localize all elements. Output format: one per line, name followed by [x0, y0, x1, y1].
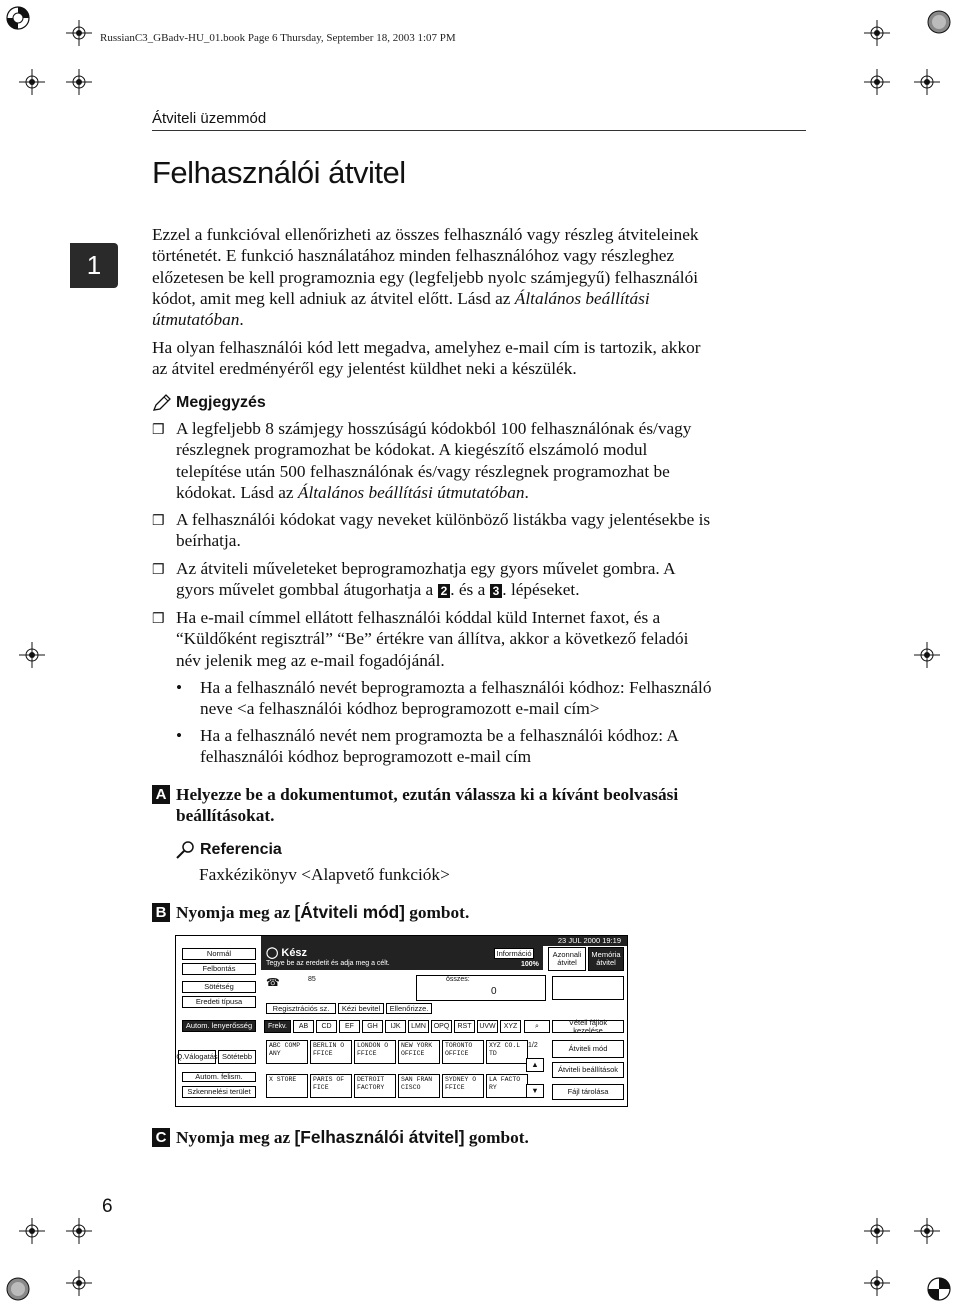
quick-dial-button[interactable]: LONDON O FFICE: [354, 1040, 396, 1064]
page-number: 6: [102, 1196, 113, 1217]
header-rule: [152, 130, 806, 131]
memory-percent: 100%: [521, 961, 539, 968]
magnifier-icon: [176, 841, 196, 859]
resolution-button[interactable]: Felbontás: [182, 963, 256, 975]
quick-dial-button[interactable]: NEW YORK OFFICE: [398, 1040, 440, 1064]
step-number-badge: 3: [490, 584, 503, 598]
crosshair-mark-icon: [914, 69, 940, 95]
tab-ijk[interactable]: IJK: [385, 1020, 406, 1033]
quick-dial-button[interactable]: LA FACTO RY: [486, 1074, 528, 1098]
checkbox-bullet-icon: ❒: [152, 612, 165, 627]
checkbox-bullet-icon: ❒: [152, 423, 165, 438]
checkbox-bullet-icon: ❒: [152, 514, 165, 529]
q-select-button[interactable]: Q.Válogatás: [178, 1050, 216, 1064]
quick-dial-button[interactable]: DETROIT FACTORY: [354, 1074, 396, 1098]
scan-area-button[interactable]: Szkennelési terület: [182, 1086, 256, 1098]
book-header-line: RussianC3_GBadv-HU_01.book Page 6 Thursday, September 18, 2003 1:07 PM: [100, 32, 456, 44]
fax-control-panel: [175, 935, 628, 1107]
crosshair-mark-icon: [864, 1218, 890, 1244]
step-1: A Helyezze be a dokumentumot, ezután válassza ki a kívánt beolvasási beállításokat.: [152, 784, 812, 827]
note-heading: Megjegyzés: [152, 394, 266, 412]
tab-gh[interactable]: GH: [362, 1020, 383, 1033]
note-item: ❒ Ha e-mail címmel ellátott felhasználói kóddal küld Internet faxot, és a “Küldőként regisztrál” “Be” értékre van állítva, akkor a következő feladói név jelenik meg az e-mail fogadójánál.: [152, 608, 689, 670]
step-number-badge: A: [152, 785, 170, 804]
chapter-tab: 1: [70, 243, 118, 288]
crosshair-mark-icon: [19, 642, 45, 668]
status-icon: ◯: [266, 947, 282, 959]
crosshair-mark-icon: [66, 20, 92, 46]
scroll-down-icon[interactable]: ▼: [526, 1084, 544, 1098]
step-number-badge: B: [152, 903, 170, 922]
crosshair-mark-icon: [914, 642, 940, 668]
status-text: ◯ Kész: [266, 947, 308, 959]
crosshair-mark-icon: [864, 20, 890, 46]
auto-reduce-button[interactable]: Autom. lenyerősség: [182, 1020, 256, 1032]
crosshair-mark-icon: [914, 1218, 940, 1244]
section-label: Átviteli üzemmód: [152, 110, 267, 127]
store-file-button[interactable]: Fájl tárolása: [552, 1084, 624, 1100]
tx-mode-button[interactable]: Átviteli mód: [552, 1040, 624, 1058]
crosshair-mark-icon: [19, 1218, 45, 1244]
status-message: Tegye be az eredetit és adja meg a célt.: [266, 960, 390, 967]
tab-rst[interactable]: RST: [454, 1020, 475, 1033]
checkbox-bullet-icon: ❒: [152, 563, 165, 578]
info-button[interactable]: Információ: [494, 948, 534, 959]
bullet-dot-icon: •: [176, 726, 183, 745]
total-value: 0: [491, 986, 497, 997]
search-icon[interactable]: ⌕: [524, 1020, 550, 1033]
destination-field[interactable]: [416, 975, 546, 1001]
tab-ef[interactable]: EF: [339, 1020, 360, 1033]
quick-dial-button[interactable]: PARIS OF FICE: [310, 1074, 352, 1098]
quick-dial-button[interactable]: SYDNEY O FFICE: [442, 1074, 484, 1098]
auto-detect-button[interactable]: Autom. felism.: [182, 1072, 256, 1082]
total-label: összes:: [446, 976, 470, 983]
crosshair-mark-icon: [864, 1270, 890, 1296]
tab-opq[interactable]: OPQ: [431, 1020, 452, 1033]
intro-paragraph: Ezzel a funkcióval ellenőrizheti az összes felhasználó vagy részleg átviteleinek történetét. E funkció használatához minden felhasználóhoz vagy részleghez előzetesen be kell programoznia egy (legfeljebb nyolc számjegyű) felhasználói kódot, amit meg kell adniuk az átvitel előtt. Lásd az Általános beállítási útmutatóban.: [152, 225, 699, 330]
density-button[interactable]: Sötétség: [182, 981, 256, 993]
dest-right-empty-button[interactable]: [552, 976, 624, 1000]
original-type-button[interactable]: Eredeti típusa: [182, 996, 256, 1008]
tab-cd[interactable]: CD: [316, 1020, 337, 1033]
quick-dial-button[interactable]: XYZ CO.L TD: [486, 1040, 528, 1064]
crosshair-mark-icon: [66, 69, 92, 95]
note-item: ❒ A legfeljebb 8 számjegy hosszúságú kódokból 100 felhasználónak és/vagy részlegnek programozhat be kódokat. A kiegészítő elszámoló modul telepítése után 500 felhasználónak és/vagy részlegnek programozhat be kódokat. Lásd az Általános beállítási útmutatóban.: [152, 419, 692, 502]
pencil-icon: [152, 394, 172, 412]
immediate-tx-button[interactable]: Azonnali átvitel: [548, 947, 586, 971]
step-number-badge: 2: [438, 584, 451, 598]
quick-dial-button[interactable]: SAN FRAN CISCO: [398, 1074, 440, 1098]
tab-uvw[interactable]: UVW: [477, 1020, 498, 1033]
registration-mark-icon: [5, 5, 31, 31]
scroll-up-icon[interactable]: ▲: [526, 1058, 544, 1072]
crosshair-mark-icon: [66, 1218, 92, 1244]
dest-count: 85: [308, 976, 316, 983]
registration-mark-icon: [926, 9, 952, 35]
quick-dial-button[interactable]: TORONTO OFFICE: [442, 1040, 484, 1064]
resolution-normal-button[interactable]: Normál: [182, 948, 256, 960]
key-label: [Felhasználói átvitel]: [294, 1127, 465, 1147]
bullet-item: • Ha a felhasználó nevét beprogramozta a felhasználói kódhoz: Felhasználó neve <a felhasználói kódhoz beprogramozott e-mail cím>: [176, 678, 712, 719]
key-label: [Átviteli mód]: [294, 902, 405, 922]
rx-file-button[interactable]: Vételi fájlok kezelése: [552, 1020, 624, 1033]
memory-tx-button[interactable]: Memória átvitel: [588, 947, 624, 971]
check-button[interactable]: Ellenőrizze.: [386, 1003, 432, 1014]
manual-entry-button[interactable]: Kézi bevitel: [338, 1003, 384, 1014]
step-2: B Nyomja meg az [Átviteli mód] gombot.: [152, 902, 812, 923]
tab-ab[interactable]: AB: [293, 1020, 314, 1033]
tab-lmn[interactable]: LMN: [408, 1020, 429, 1033]
registration-mark-icon: [5, 1276, 31, 1302]
note-item: ❒ A felhasználói kódokat vagy neveket különböző listákba vagy jelentésekbe is beírhatja.: [152, 510, 711, 551]
tab-xyz[interactable]: XYZ: [500, 1020, 521, 1033]
quick-dial-button[interactable]: BERLIN O FFICE: [310, 1040, 352, 1064]
reg-no-button[interactable]: Regisztrációs sz.: [266, 1003, 336, 1014]
tab-frequent[interactable]: Frekv.: [264, 1020, 291, 1033]
registration-mark-icon: [926, 1276, 952, 1302]
crosshair-mark-icon: [66, 1270, 92, 1296]
quick-dial-button[interactable]: X STORE: [266, 1074, 308, 1098]
page-indicator: 1/2: [528, 1042, 538, 1049]
step-3: C Nyomja meg az [Felhasználói átvitel] gombot.: [152, 1127, 812, 1148]
bullet-item: • Ha a felhasználó nevét nem programozta be a felhasználói kódhoz: A felhasználói kódhoz beprogramozott e-mail cím: [176, 726, 679, 767]
fax-icon: ☎: [266, 977, 280, 989]
stamp-button[interactable]: Sötétebb: [218, 1050, 256, 1064]
crosshair-mark-icon: [19, 69, 45, 95]
crosshair-mark-icon: [864, 69, 890, 95]
reference-text: Faxkézikönyv <Alapvető funkciók>: [199, 865, 450, 884]
quick-dial-button[interactable]: ABC COMP ANY: [266, 1040, 308, 1064]
bullet-dot-icon: •: [176, 678, 183, 697]
note-item: ❒ Az átviteli műveleteket beprogramozhatja egy gyors művelet gombra. A gyors művelet gombbal átugorhatja a 2 . és a 3 . lépéseket.: [152, 558, 812, 603]
reference-heading: Referencia: [176, 841, 282, 859]
step-number-badge: C: [152, 1128, 170, 1147]
datetime: 23 JUL 2000 19:19: [557, 936, 621, 945]
page-title: Felhasználói átvitel: [152, 155, 406, 190]
intro-paragraph-2: Ha olyan felhasználói kód lett megadva, amelyhez e-mail cím is tartozik, akkor az átvitel eredményéről egy jelentést küldhet neki a készülék.: [152, 338, 701, 379]
tx-settings-button[interactable]: Átviteli beállítások: [552, 1062, 624, 1078]
